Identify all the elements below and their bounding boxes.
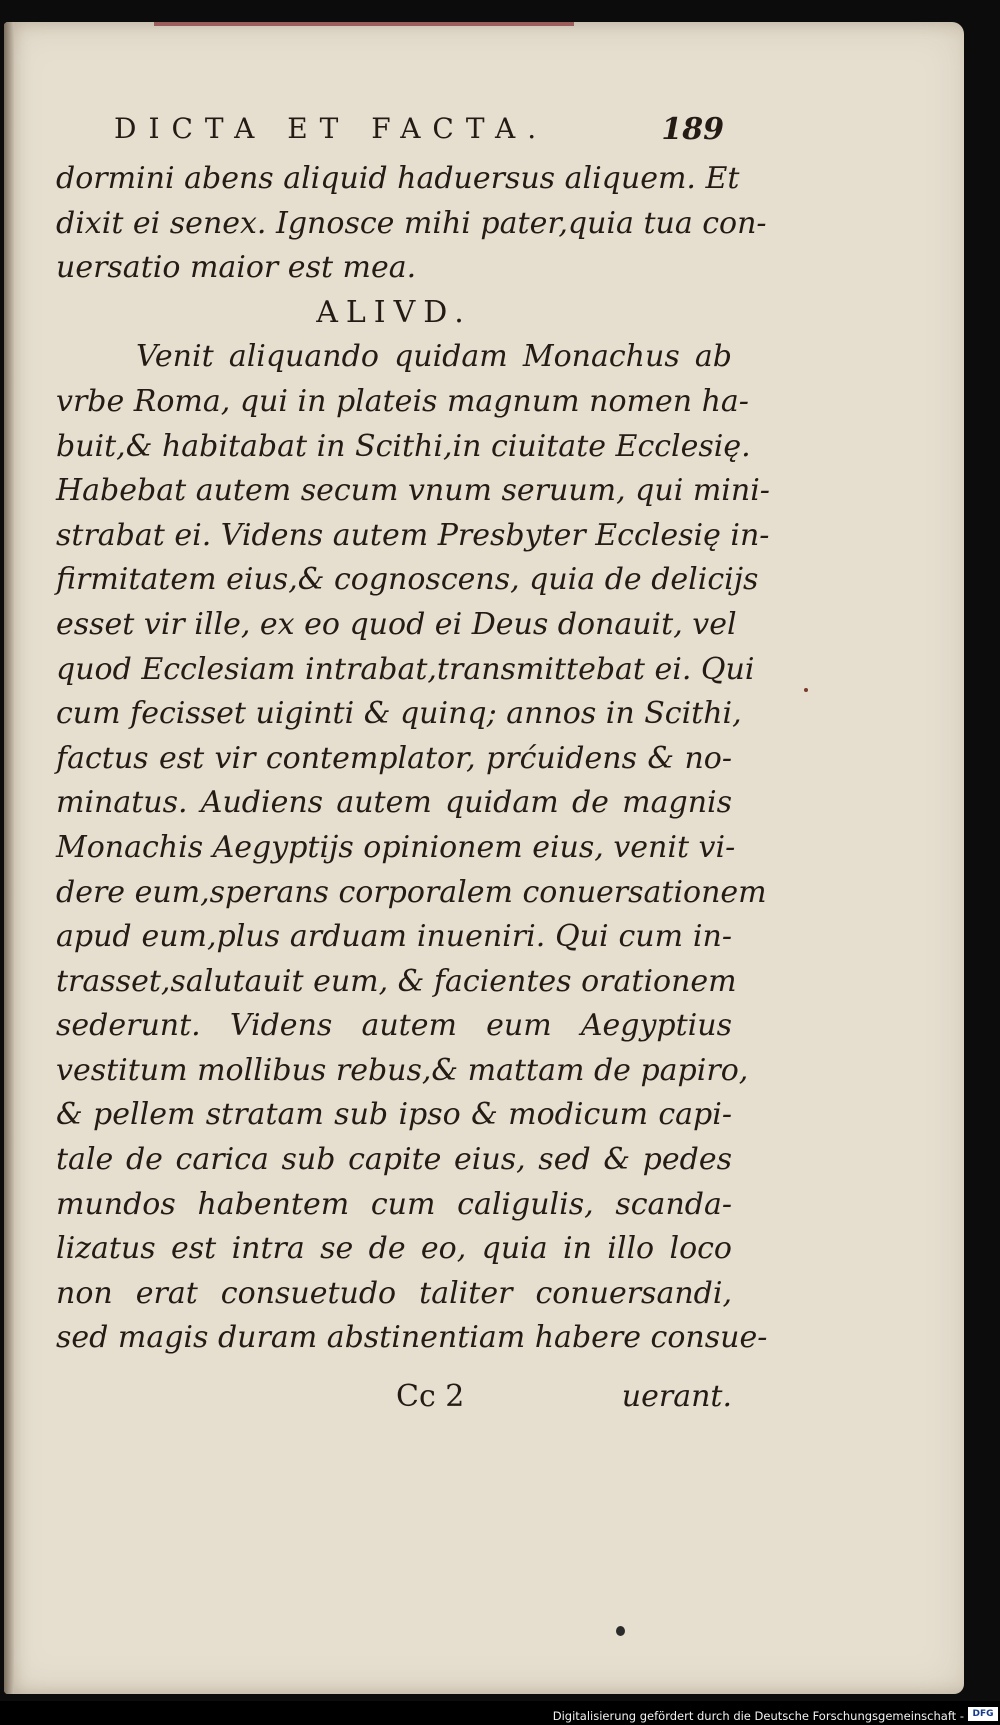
text-line: lizatus est intra se de eo, quia in illo loco [56, 1231, 732, 1267]
text-line: Monachis Aegyptijs opinionem eius, venit vi- [56, 829, 736, 865]
digitization-credit-bar [0, 1701, 1000, 1725]
paper-speck [804, 688, 808, 692]
text-line: cum fecisset uiginti & quinq; annos in Scithi, [56, 696, 742, 732]
text-line: & pellem stratam sub ipso & modicum capi- [56, 1097, 732, 1133]
text-line: vrbe Roma, qui in plateis magnum nomen ha- [56, 383, 749, 419]
text-line: strabat ei. Videns autem Presbyter Ecclesię in- [56, 517, 770, 553]
text-line: firmitatem eius,& cognoscens, quia de delicijs [56, 562, 759, 598]
running-header [114, 112, 724, 147]
text-line: quod Ecclesiam intrabat,transmittebat ei. Qui [56, 651, 755, 687]
text-line: dixit ei senex. Ignosce mihi pater,quia tua con- [56, 205, 767, 241]
text-line: buit,& habitabat in Scithi,in ciuitate Ecclesię. [56, 428, 751, 464]
page-footer [56, 1379, 732, 1423]
text-line: minatus. Audiens autem quidam de magnis [56, 785, 732, 821]
body-text [56, 157, 770, 1361]
text-line: esset vir ille, ex eo quod ei Deus donauit, vel [56, 606, 737, 642]
text-line: mundos habentem cum caligulis, scanda- [56, 1186, 732, 1222]
page-number: 189 [661, 112, 724, 147]
text-line: tale de carica sub capite eius, sed & pedes [56, 1142, 732, 1178]
text-line: trasset,salutauit eum, & facientes orationem [56, 963, 737, 999]
text-line: non erat consuetudo taliter conuersandi, [56, 1275, 732, 1311]
section-heading: ALIVD. [316, 294, 472, 330]
page-edge-shadow [4, 22, 14, 1694]
binding-stain [154, 22, 574, 26]
catchword: uerant. [621, 1379, 732, 1414]
text-line: uersatio maior est mea. [56, 250, 417, 286]
dfg-logo: DFG [968, 1707, 998, 1721]
credit-text: Digitalisierung gefördert durch die Deutsche Forschungsgemeinschaft - [552, 1709, 964, 1723]
text-line: dere eum,sperans corporalem conuersationem [56, 874, 767, 910]
text-line: Habebat autem secum vnum seruum, qui mini- [56, 473, 770, 509]
ink-dot [616, 1626, 625, 1636]
text-line: dormini abens aliquid haduersus aliquem. Et [56, 161, 740, 196]
text-line: factus est vir contemplator, prćuidens & no- [56, 740, 732, 776]
running-title: DICTA ET FACTA. [114, 112, 549, 145]
text-line: apud eum,plus arduam inueniri. Qui cum in- [56, 919, 732, 955]
text-line: vestitum mollibus rebus,& mattam de papiro, [56, 1052, 749, 1088]
text-line: sed magis duram abstinentiam habere consue- [56, 1320, 768, 1356]
text-line: sederunt. Videns autem eum Aegyptius [56, 1008, 732, 1044]
book-page [4, 22, 964, 1694]
signature-mark: Cc 2 [396, 1379, 465, 1414]
text-line: Venit aliquando quidam Monachus ab [136, 339, 732, 375]
